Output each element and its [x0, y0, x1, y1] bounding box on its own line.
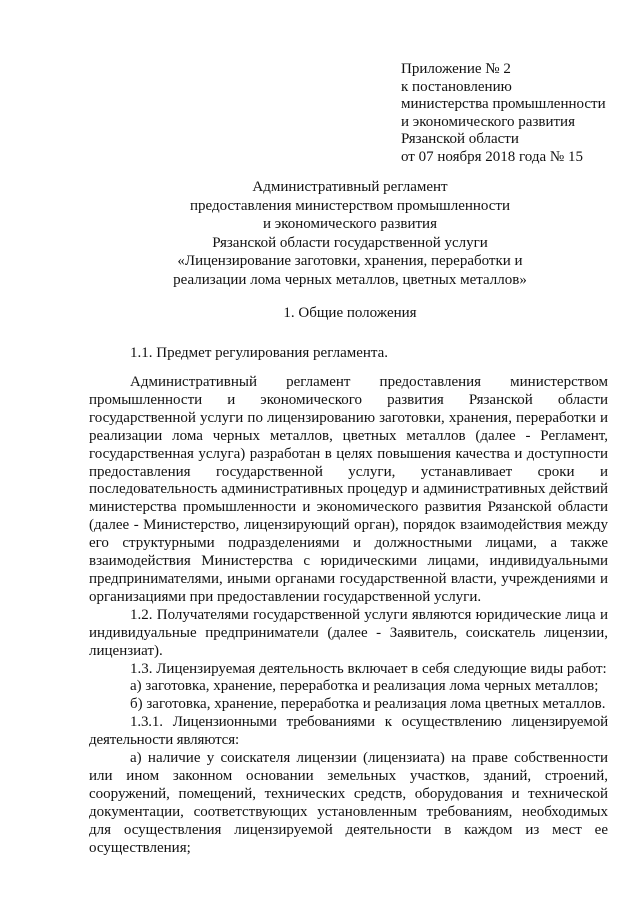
paragraph: б) заготовка, хранение, переработка и реализация лома цветных металлов. [130, 696, 606, 713]
appendix-line: от 07 ноября 2018 года № 15 [401, 148, 583, 165]
paragraph: 1.2. Получателями государственной услуги являются юридические лица и индивидуальные предприниматели (далее - Заявитель, соискатель лицензии, лицензиат). [89, 606, 608, 659]
subsection-heading: 1.1. Предмет регулирования регламента. [130, 345, 389, 361]
paragraph: 1.3.1. Лицензионными требованиями к осуществлению лицензируемой деятельности являются: [89, 714, 608, 749]
appendix-line: к постановлению [401, 78, 512, 95]
title-line: «Лицензирование заготовки, хранения, переработки и [177, 253, 523, 270]
title-line: реализации лома черных металлов, цветных металлов» [173, 271, 527, 288]
appendix-block [401, 61, 631, 167]
paragraph: 1.3. Лицензируемая деятельность включает в себя следующие виды работ: [130, 660, 607, 677]
title-line: Рязанской области государственной услуги [212, 234, 488, 251]
paragraph: Административный регламент предоставления министерством промышленности и экономического развития Рязанской области государственной услуги по лицензированию заготовки, хранения, переработки и реализации лома черных металлов, цветных металлов (далее - Регламент, государственная услуга) разработан в целях повышения качества и доступности предоставления государственной услуги, устанавливает сроки и последовательность административных процедур и административных действий министерства промышленности и экономического развития Рязанской области (далее - Министерство, лицензирующий орган), порядок взаимодействия между его структурными подразделениями и должностными лицами, а также взаимодействия Министерства с юридическими лицами, индивидуальными предпринимателями, иными органами государственной власти, учреждениями и организациями при предоставлении государственной услуги. [89, 374, 608, 605]
section-heading: 1. Общие положения [283, 305, 417, 321]
body-text [89, 374, 608, 857]
appendix-line: министерства промышленности [401, 96, 606, 113]
paragraph: а) наличие у соискателя лицензии (лицензиата) на праве собственности или ином законном основании земельных участков, зданий, строений, сооружений, помещений, технических средств, оборудования и технической документации, соответствующих установленным требованиям, необходимых для осуществления лицензируемой деятельности в каждом из мест ее осуществления; [89, 750, 608, 856]
paragraph: а) заготовка, хранение, переработка и реализация лома черных металлов; [130, 678, 599, 695]
title-line: Административный регламент [252, 179, 448, 195]
document-title [60, 178, 640, 290]
title-line: предоставления министерством промышленности [189, 197, 511, 214]
appendix-line: Рязанской области [401, 131, 519, 148]
appendix-line: Приложение № 2 [401, 61, 511, 77]
appendix-line: и экономического развития [401, 113, 575, 130]
title-line: и экономического развития [263, 216, 437, 233]
